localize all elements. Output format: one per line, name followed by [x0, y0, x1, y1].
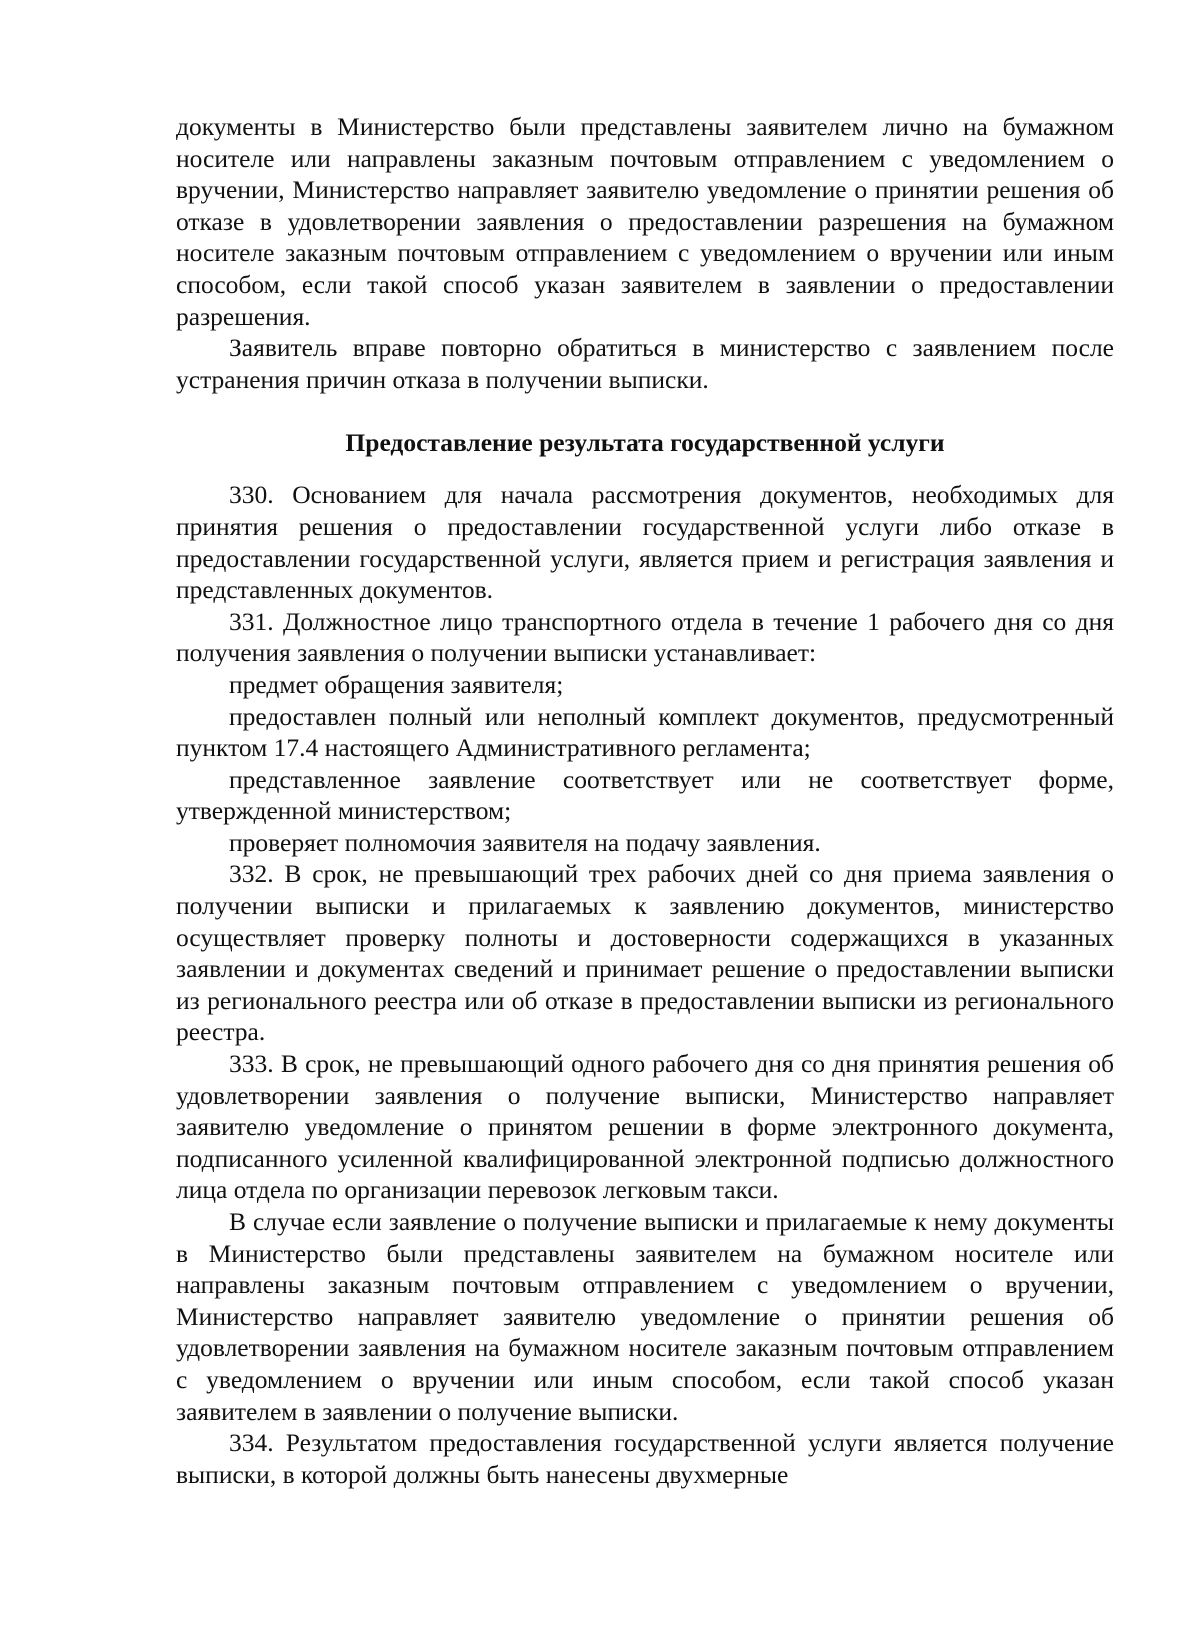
paragraph-333-paper: В случае если заявление о получение выписки и прилагаемые к нему документы в Министерство были представлены заявителем на бумажном носителе или направлены заказным почтовым отправлением с уведомлением о вручении, Министерство направляет заявителю уведомление о принятии решения об удовлетворении заявления на бумажном носителе заказным почтовым отправлением с уведомлением о вручении или иным способом, если такой способ указан заявителем в заявлении о получение выписки.: [176, 1207, 1114, 1426]
section-heading: Предоставление результата государственной услуги: [345, 428, 945, 458]
paragraph-331-item-authority: проверяет полномочия заявителя на подачу заявления.: [229, 827, 821, 857]
paragraph-332: 332. В срок, не превышающий трех рабочих дней со дня приема заявления о получении выписки и прилагаемых к заявлению документов, министерство осуществляет проверку полноты и достоверности содержащихся в указанных заявлении и документах сведений и принимает решение о предоставлении выписки из регионального реестра или об отказе в предоставлении выписки из регионального реестра.: [176, 859, 1114, 1047]
paragraph-330: 330. Основанием для начала рассмотрения документов, необходимых для принятия решения о предоставлении государственной услуги либо отказе в предоставлении государственной услуги, является прием и регистрация заявления и представленных документов.: [176, 480, 1114, 605]
paragraph-334: 334. Результатом предоставления государственной услуги является получение выписки, в которой должны быть нанесены двухмерные: [176, 1428, 1114, 1489]
paragraph-333: 333. В срок, не превышающий одного рабочего дня со дня принятия решения об удовлетворении заявления о получение выписки, Министерство направляет заявителю уведомление о принятом решении в форме электронного документа, подписанного усиленной квалифицированной электронной подписью должностного лица отдела по организации перевозок легковым такси.: [176, 1049, 1114, 1205]
section-heading-wrap: [176, 395, 1114, 459]
paragraph-331-item-form: представленное заявление соответствует или не соответствует форме, утвержденной министерством;: [176, 764, 1114, 826]
paragraph-331-item-documents: предоставлен полный или неполный комплект документов, предусмотренный пунктом 17.4 настоящего Административного регламента;: [176, 701, 1114, 763]
paragraph-331-item-subject: предмет обращения заявителя;: [229, 669, 564, 699]
paragraph-continuation: документы в Министерство были представлены заявителем лично на бумажном носителе или направлены заказным почтовым отправлением с уведомлением о вручении, Министерство направляет заявителю уведомление о принятии решения об отказе в удовлетворении заявления о предоставлении разрешения на бумажном носителе заказным почтовым отправлением с уведомлением о вручении или иным способом, если такой способ указан заявителем в заявлении о предоставлении разрешения.: [176, 112, 1114, 331]
paragraph-repeat-application: Заявитель вправе повторно обратиться в министерство с заявлением после устранения причин отказа в получении выписки.: [176, 333, 1114, 394]
paragraph-331: 331. Должностное лицо транспортного отдела в течение 1 рабочего дня со дня получения заявления о получении выписки устанавливает:: [176, 606, 1114, 668]
document-body: [176, 111, 1114, 1490]
